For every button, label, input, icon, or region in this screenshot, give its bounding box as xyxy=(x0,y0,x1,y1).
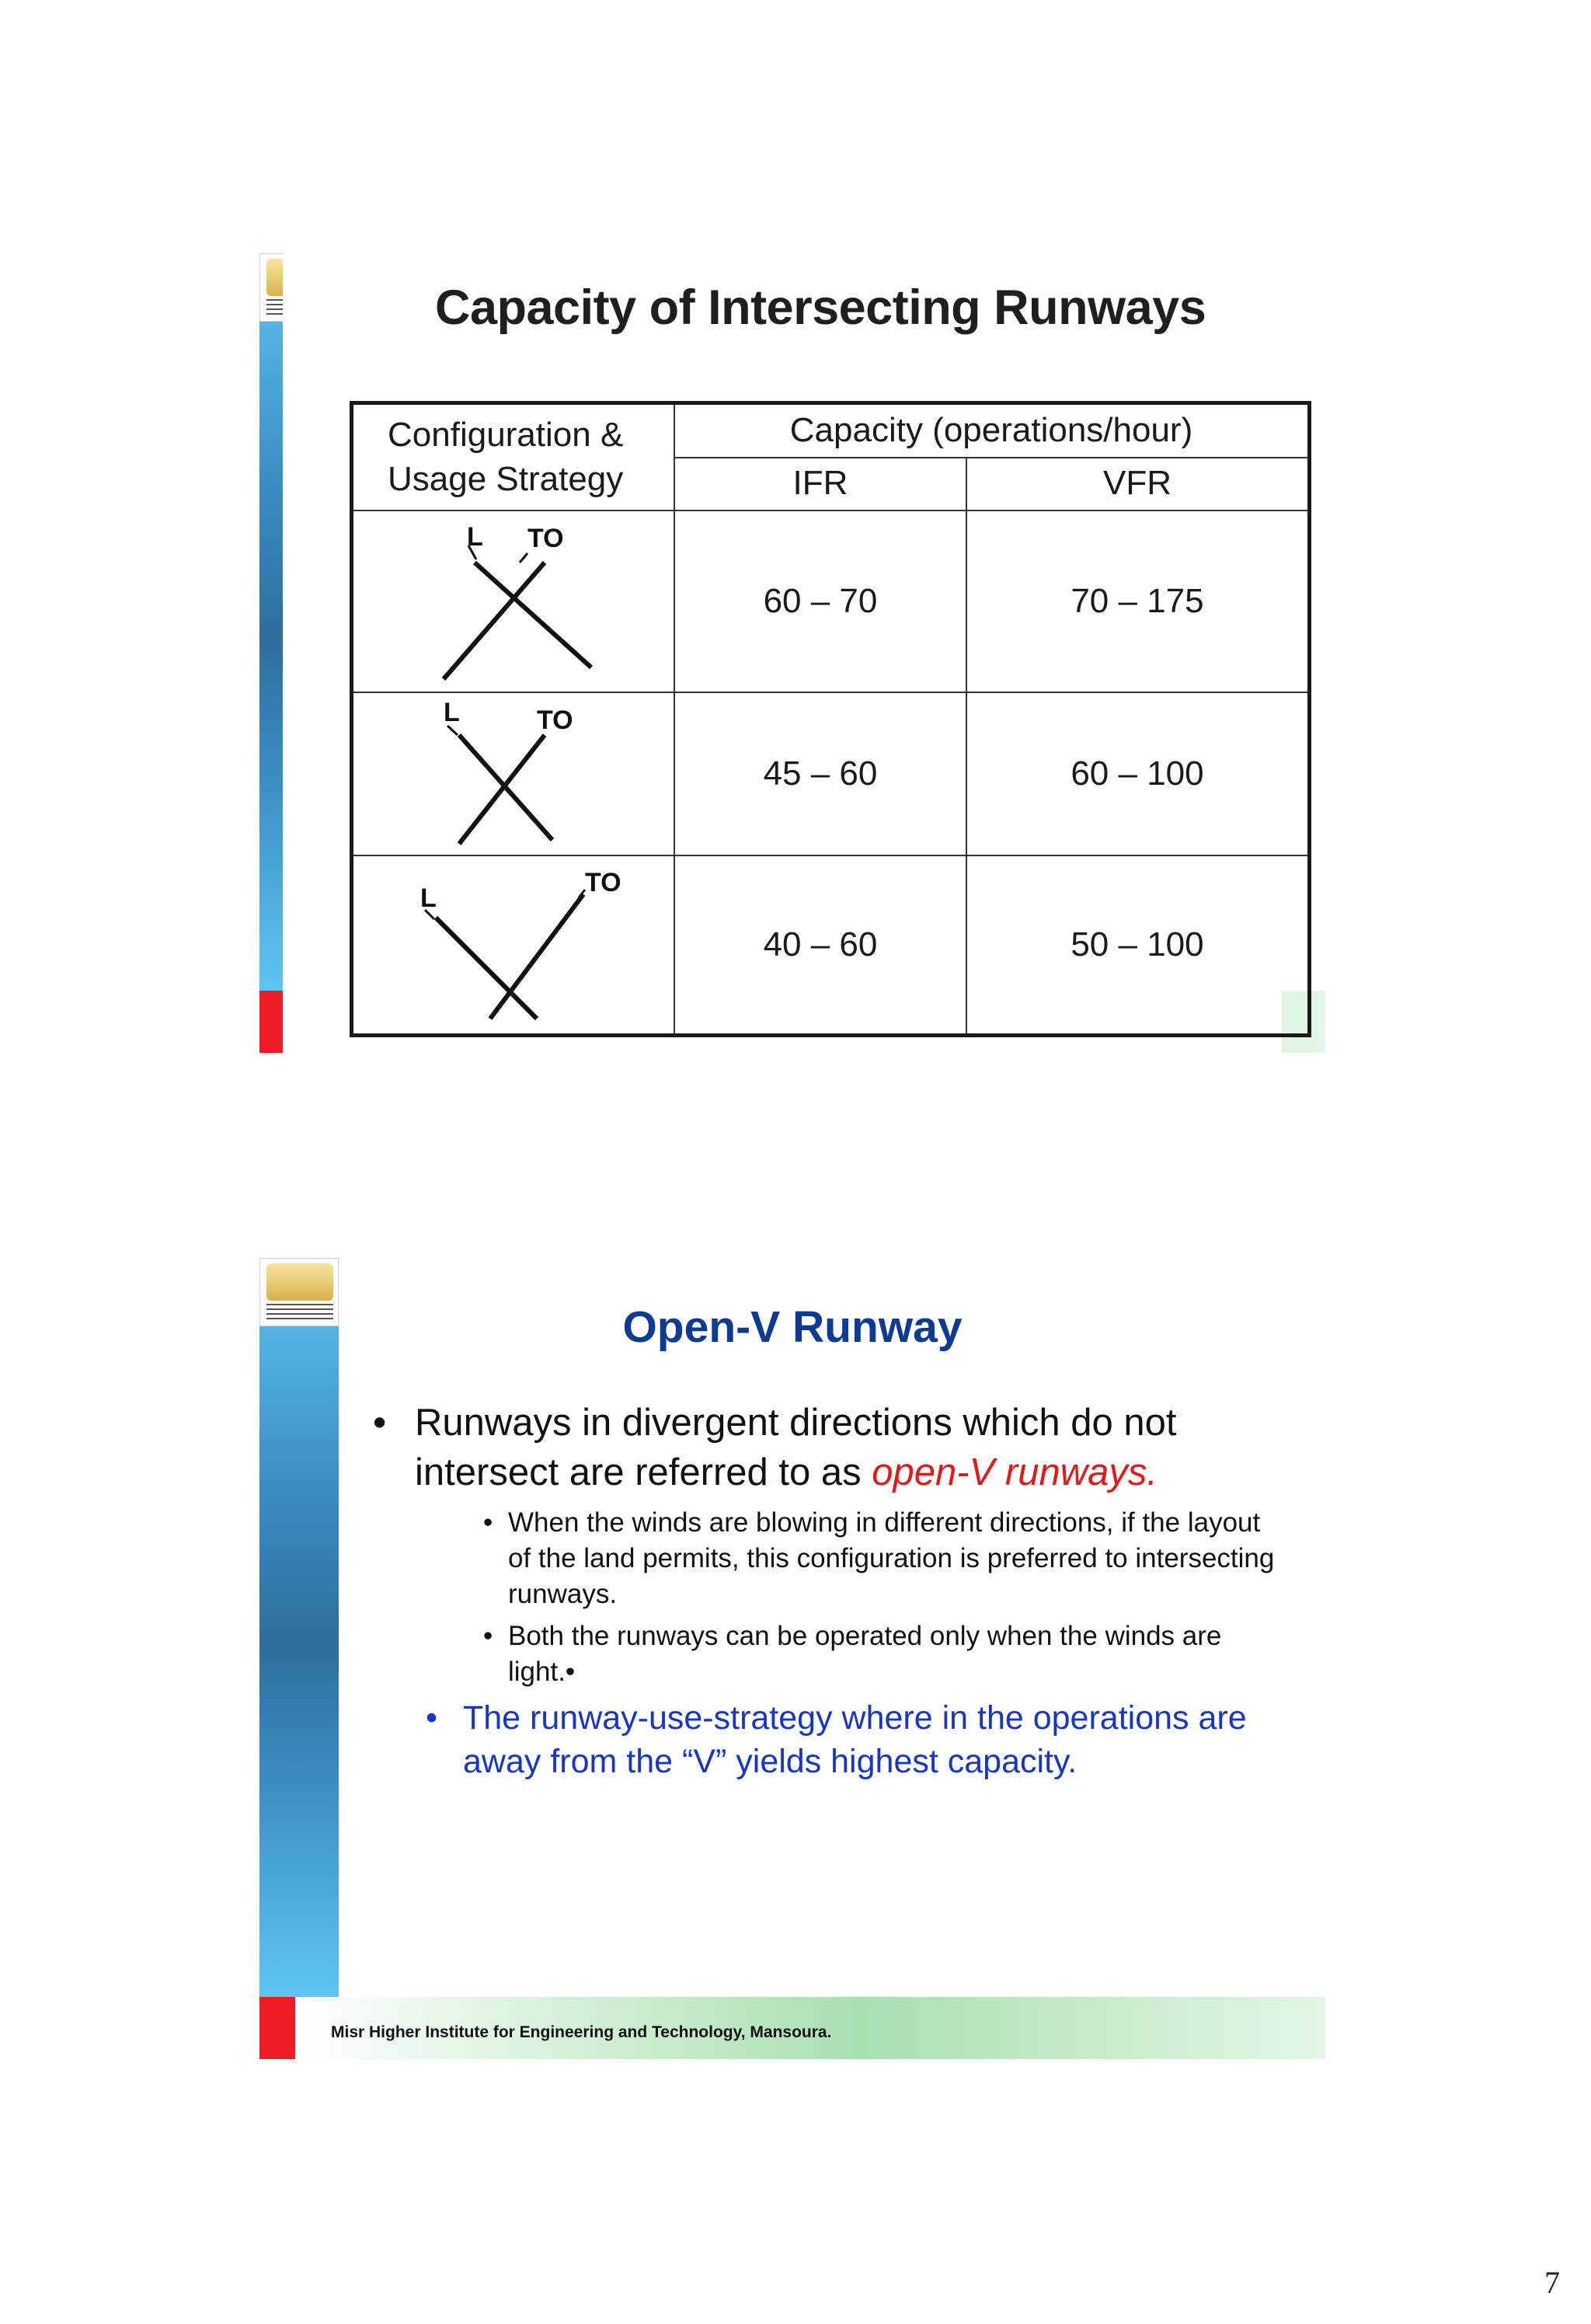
slide-title: Capacity of Intersecting Runways xyxy=(435,280,1206,335)
capacity-header: Capacity (operations/hour) xyxy=(674,403,1310,458)
logo-emblem xyxy=(266,1263,333,1301)
sub-bullet-text: When the winds are blowing in different directions, if the layout of the land permits, this configuration is preferred to intersecting runways. xyxy=(508,1507,1275,1609)
slide-open-v-runway xyxy=(259,1258,1325,2059)
landing-label: L xyxy=(420,883,437,913)
takeoff-label: TO xyxy=(537,705,573,735)
runway-diagram-3 xyxy=(352,855,675,1036)
vfr-cell: 50 – 100 xyxy=(966,855,1310,1036)
runway-diagram-1-svg xyxy=(389,516,638,687)
side-bar xyxy=(259,1258,339,1997)
config-header-line2: Usage Strategy xyxy=(388,460,624,499)
bullet-text xyxy=(415,1398,1285,1497)
ifr-cell: 60 – 70 xyxy=(674,510,966,692)
landing-label: L xyxy=(444,697,460,727)
slide-image-area xyxy=(283,253,1282,1053)
slide-title: Open-V Runway xyxy=(622,1302,963,1352)
bullet-marker: • xyxy=(373,1402,387,1444)
ifr-cell: 40 – 60 xyxy=(674,855,966,1036)
bullet-text: The runway-use-strategy where in the operations are away from the “V” yields highest capacity. xyxy=(463,1699,1247,1780)
config-header xyxy=(352,403,675,510)
sub-bullet-text: Both the runways can be operated only when the winds are light.• xyxy=(508,1621,1222,1687)
capacity-table xyxy=(350,401,1311,1037)
runway-diagram-1 xyxy=(352,510,675,692)
slide-capacity-intersecting xyxy=(259,253,1325,1053)
runway-diagram-3-svg xyxy=(389,863,638,1026)
ifr-cell: 45 – 60 xyxy=(674,692,966,855)
table-row xyxy=(352,855,1310,1036)
red-accent-block xyxy=(259,1997,295,2059)
vfr-cell: 60 – 100 xyxy=(966,692,1310,855)
takeoff-label: TO xyxy=(527,523,564,553)
highlight-term: open-V runways. xyxy=(872,1451,1158,1493)
landing-label: L xyxy=(467,521,483,552)
bullet-marker: • xyxy=(426,1699,438,1737)
table-row xyxy=(352,692,1310,855)
runway-diagram-2-svg xyxy=(389,696,638,852)
takeoff-label: TO xyxy=(585,867,621,897)
vfr-header: VFR xyxy=(966,458,1310,510)
page-number: 7 xyxy=(1544,2265,1560,2300)
bullet-plain-text: Runways in divergent directions which do not intersect are referred to as xyxy=(415,1402,1177,1493)
config-header-line1: Configuration & xyxy=(388,416,624,455)
table-row xyxy=(352,510,1310,692)
footer-institute-name: Misr Higher Institute for Engineering and Technology, Mansoura. xyxy=(331,2023,832,2041)
bullet-marker: • xyxy=(483,1507,493,1538)
ifr-header: IFR xyxy=(674,458,966,510)
bullet-marker: • xyxy=(483,1621,493,1651)
runway-diagram-2 xyxy=(352,692,675,855)
vfr-cell: 70 – 175 xyxy=(966,510,1310,692)
